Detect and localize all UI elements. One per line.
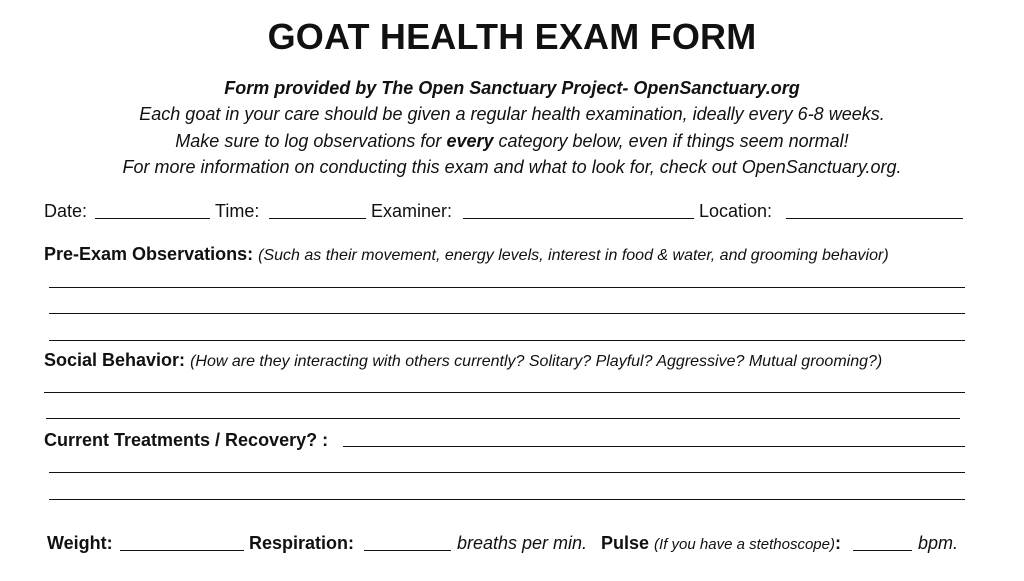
pre-exam-line-2[interactable] [49,313,965,314]
pulse-label: Pulse [601,533,650,553]
social-hint: (How are they interacting with others currently? Solitary? Playful? Aggressive? Mutual grooming?) [190,353,883,370]
pulse-field[interactable] [853,550,912,551]
treatments-line-2[interactable] [49,472,965,473]
intro-line-2-emphasis: every [446,131,494,151]
weight-label: Weight: [47,533,113,553]
social-section [44,350,882,371]
time-label: Time: [215,201,260,221]
social-label: Social Behavior: [44,350,186,370]
intro-line-1: Each goat in your care should be given a regular health examination, ideally every 6-8 weeks. [139,104,885,124]
time-field[interactable] [269,218,366,219]
pulse-colon: : [834,533,841,553]
pre-exam-line-3[interactable] [49,340,965,341]
bpm-unit: bpm. [918,533,959,553]
treatments-line-3[interactable] [49,499,965,500]
social-line-2[interactable] [46,418,960,419]
weight-field[interactable] [120,550,244,551]
treatments-label: Current Treatments / Recovery? : [44,430,329,450]
form-title: GOAT HEALTH EXAM FORM [267,16,757,57]
intro-line-3: For more information on conducting this exam and what to look for, check out OpenSanctuary.org. [122,157,902,177]
intro-line-2-post: category below, even if things seem normal! [493,131,849,151]
date-label: Date: [44,201,88,221]
location-field[interactable] [786,218,963,219]
treatments-line-1[interactable] [343,446,965,447]
provided-by-text: Form provided by The Open Sanctuary Project- OpenSanctuary.org [224,78,800,98]
intro-line-2-pre: Make sure to log observations for [175,131,447,151]
intro-line-2 [0,131,1024,152]
pulse-hint: (If you have a stethoscope) [654,536,835,553]
respiration-label: Respiration: [249,533,355,553]
pre-exam-hint: (Such as their movement, energy levels, interest in food & water, and grooming behavior) [258,247,889,264]
respiration-field[interactable] [364,550,451,551]
provided-by [0,78,1024,99]
location-label: Location: [699,201,773,221]
pre-exam-label: Pre-Exam Observations: [44,244,254,264]
examiner-label: Examiner: [371,201,453,221]
breaths-unit: breaths per min. [457,533,588,553]
social-line-1[interactable] [44,392,965,393]
date-field[interactable] [95,218,210,219]
pulse-section [601,533,841,554]
pre-exam-line-1[interactable] [49,287,965,288]
examiner-field[interactable] [463,218,694,219]
pre-exam-section [44,244,889,265]
